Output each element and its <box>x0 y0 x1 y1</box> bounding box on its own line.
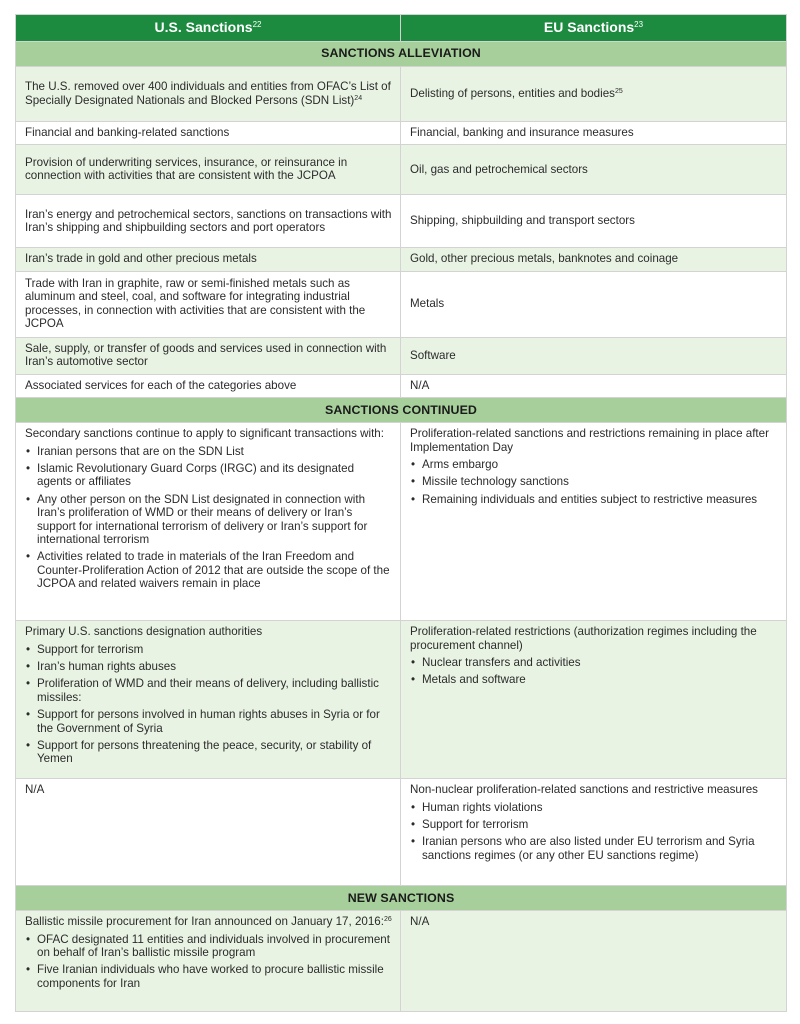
us-cell: Iran’s trade in gold and other precious metals <box>16 248 401 271</box>
eu-cell <box>401 67 787 122</box>
us-cell-intro <box>25 915 392 928</box>
eu-cell: Financial, banking and insurance measures <box>401 122 787 145</box>
us-cell: Associated services for each of the categories above <box>16 374 401 397</box>
us-cell <box>16 67 401 122</box>
eu-cell-intro: N/A <box>410 915 430 929</box>
eu-cell-label: Delisting of persons, entities and bodies <box>410 86 615 100</box>
footnote-ref: 24 <box>354 94 363 102</box>
list-item: • Missile technology sanctions <box>410 475 778 488</box>
table-row <box>16 122 787 145</box>
us-cell-intro: Primary U.S. sanctions designation authorities <box>25 625 263 639</box>
footnote-ref: 22 <box>252 20 262 30</box>
list-item: • Support for terrorism <box>25 643 392 656</box>
eu-cell-text <box>410 87 623 100</box>
table-row <box>16 779 787 886</box>
section-row <box>16 886 787 911</box>
section-row <box>16 42 787 67</box>
list-item: • Iranian persons who are also listed under EU terrorism and Syria sanctions regimes (or any other EU sanctions regime) <box>410 835 778 862</box>
section-heading-continued: SANCTIONS CONTINUED <box>16 398 787 423</box>
us-cell <box>16 911 401 1012</box>
us-bullet-list <box>25 445 392 591</box>
us-cell-intro: N/A <box>25 783 45 797</box>
eu-sanctions-header-text: EU Sanctions <box>543 19 635 36</box>
us-bullet-list <box>25 643 392 766</box>
us-cell: Trade with Iran in graphite, raw or semi-finished metals such as aluminum and steel, coal, and software for integrating industrial processes, in connection with activities that are consistent with the JCPOA <box>16 271 401 337</box>
list-item: • Five Iranian individuals who have worked to procure ballistic missile components for Iran <box>25 963 392 990</box>
eu-cell: Metals <box>401 271 787 337</box>
eu-cell: N/A <box>401 374 787 397</box>
section-heading-new: NEW SANCTIONS <box>16 886 787 911</box>
list-item: • Iran’s human rights abuses <box>25 660 392 673</box>
table-row <box>16 145 787 195</box>
table-row <box>16 621 787 779</box>
footnote-ref: 26 <box>383 916 392 924</box>
eu-cell: Software <box>401 337 787 374</box>
us-cell-intro: Secondary sanctions continue to apply to significant transactions with: <box>25 427 384 441</box>
list-item: • Remaining individuals and entities subject to restrictive measures <box>410 493 778 506</box>
us-sanctions-header <box>16 15 401 42</box>
table-row <box>16 195 787 248</box>
us-cell <box>16 423 401 621</box>
list-item: • Support for persons involved in human rights abuses in Syria or for the Government of Syria <box>25 708 392 735</box>
header-row <box>16 15 787 42</box>
eu-cell: Gold, other precious metals, banknotes and coinage <box>401 248 787 271</box>
eu-cell <box>401 779 787 886</box>
eu-cell <box>401 423 787 621</box>
eu-cell-intro: Proliferation-related sanctions and restrictions remaining in place after Implementation Day <box>410 427 769 454</box>
us-cell: Iran’s energy and petrochemical sectors, sanctions on transactions with Iran’s shipping and shipbuilding sectors and port operators <box>16 195 401 248</box>
list-item: • Any other person on the SDN List designated in connection with Iran’s proliferation of WMD or their means of delivery or Iran’s support for international terrorism of delivery or Iran’s support for international terrorism <box>25 493 392 547</box>
table-row <box>16 337 787 374</box>
us-cell: Financial and banking-related sanctions <box>16 122 401 145</box>
footnote-ref: 23 <box>634 20 644 30</box>
footnote-ref: 25 <box>614 87 623 95</box>
us-cell: Provision of underwriting services, insurance, or reinsurance in connection with activities that are consistent with the JCPOA <box>16 145 401 195</box>
list-item: • Proliferation of WMD and their means of delivery, including ballistic missiles: <box>25 677 392 704</box>
eu-cell-intro: Proliferation-related restrictions (authorization regimes including the procurement channel) <box>410 625 757 652</box>
table-row <box>16 911 787 1012</box>
us-cell: Sale, supply, or transfer of goods and services used in connection with Iran’s automotive sector <box>16 337 401 374</box>
table-row <box>16 423 787 621</box>
us-sanctions-header-text: U.S. Sanctions <box>154 19 253 36</box>
sanctions-comparison-table <box>15 14 787 1012</box>
list-item: • Metals and software <box>410 673 778 686</box>
us-cell <box>16 779 401 886</box>
list-item: • Nuclear transfers and activities <box>410 656 778 669</box>
list-item: • Human rights violations <box>410 801 778 814</box>
us-cell-label: The U.S. removed over 400 individuals and entities from OFAC’s List of Specially Designated Nationals and Blocked Persons (SDN List) <box>25 80 391 107</box>
table-row <box>16 271 787 337</box>
list-item: • OFAC designated 11 entities and individuals involved in procurement on behalf of Iran’s ballistic missile program <box>25 933 392 960</box>
table-row <box>16 374 787 397</box>
eu-cell: Oil, gas and petrochemical sectors <box>401 145 787 195</box>
us-cell-intro-text: Ballistic missile procurement for Iran announced on January 17, 2016: <box>25 915 384 929</box>
us-cell-text <box>25 80 391 106</box>
us-cell <box>16 621 401 779</box>
table-row <box>16 248 787 271</box>
eu-bullet-list <box>410 801 778 863</box>
table-row <box>16 67 787 122</box>
list-item: • Arms embargo <box>410 458 778 471</box>
eu-bullet-list <box>410 656 778 687</box>
section-heading-alleviation: SANCTIONS ALLEVIATION <box>16 42 787 67</box>
eu-cell <box>401 911 787 1012</box>
eu-cell: Shipping, shipbuilding and transport sectors <box>401 195 787 248</box>
list-item: • Support for persons threatening the peace, security, or stability of Yemen <box>25 739 392 766</box>
section-row <box>16 398 787 423</box>
us-bullet-list <box>25 933 392 991</box>
list-item: • Islamic Revolutionary Guard Corps (IRGC) and its designated agents or affiliates <box>25 462 392 489</box>
eu-sanctions-header <box>401 15 787 42</box>
list-item: • Iranian persons that are on the SDN List <box>25 445 392 458</box>
eu-bullet-list <box>410 458 778 506</box>
list-item: • Support for terrorism <box>410 818 778 831</box>
eu-cell <box>401 621 787 779</box>
eu-cell-intro: Non-nuclear proliferation-related sanctions and restrictive measures <box>410 783 758 797</box>
list-item: • Activities related to trade in materials of the Iran Freedom and Counter-Proliferation Action of 2012 that are outside the scope of the JCPOA and related waivers remain in place <box>25 550 392 590</box>
